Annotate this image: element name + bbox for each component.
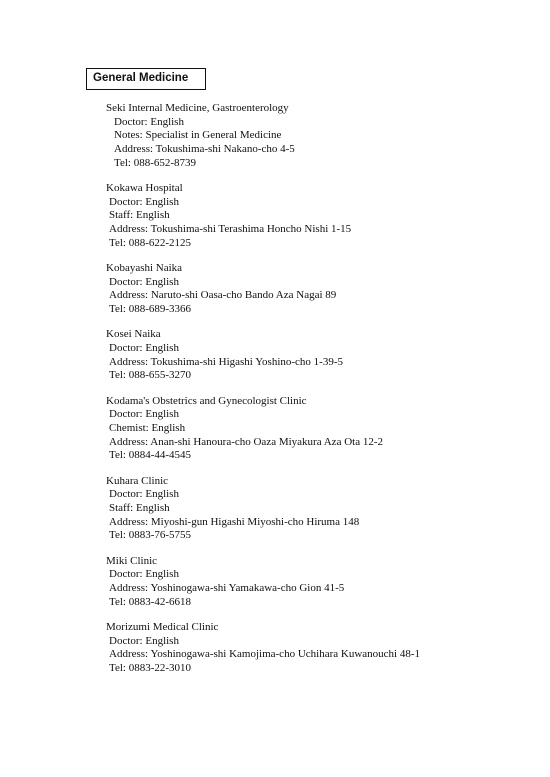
clinic-detail: Address: Miyoshi-gun Higashi Miyoshi-cho Hiruma 148 (109, 515, 360, 528)
clinic-detail: Doctor: English (109, 342, 179, 355)
list-item (106, 102, 526, 171)
clinic-detail: Address: Yoshinogawa-shi Kamojima-cho Uchihara Kuwanouchi 48-1 (109, 648, 420, 661)
clinic-name: Miki Clinic (106, 554, 158, 567)
clinic-detail: Tel: 0883-22-3010 (109, 662, 192, 675)
clinic-detail: Tel: 088-622-2125 (109, 236, 192, 249)
clinic-detail: Doctor: English (109, 634, 179, 647)
clinic-detail: Tel: 088-652-8739 (114, 156, 197, 169)
clinic-name: Seki Internal Medicine, Gastroenterology (106, 102, 289, 114)
clinic-name: Kokawa Hospital (106, 182, 183, 195)
section-title: General Medicine (86, 68, 206, 90)
clinic-detail: Notes: Specialist in General Medicine (114, 129, 282, 142)
clinic-detail: Doctor: English (114, 115, 184, 128)
clinic-detail: Address: Tokushima-shi Higashi Yoshino-cho 1-39-5 (109, 355, 343, 368)
clinic-name: Kodama's Obstetrics and Gynecologist Clinic (106, 394, 307, 407)
clinic-detail: Staff: English (109, 502, 170, 515)
list-item (106, 475, 526, 544)
clinic-detail: Tel: 0883-76-5755 (109, 529, 192, 542)
list-item (106, 621, 526, 676)
clinic-name: Kosei Naika (106, 328, 161, 341)
list-item (106, 555, 526, 610)
clinic-detail: Doctor: English (109, 488, 179, 501)
clinic-name: Morizumi Medical Clinic (106, 621, 219, 633)
clinic-detail: Doctor: English (109, 275, 179, 288)
clinic-detail: Chemist: English (109, 422, 186, 435)
clinic-detail: Address: Yoshinogawa-shi Yamakawa-cho Gion 41-5 (109, 582, 345, 595)
clinic-detail: Tel: 088-655-3270 (109, 369, 192, 382)
clinic-detail: Tel: 0883-42-6618 (109, 595, 192, 608)
list-item (106, 395, 526, 464)
clinic-name: Kuhara Clinic (106, 474, 169, 487)
clinic-list (106, 102, 526, 687)
clinic-detail: Doctor: English (109, 408, 179, 421)
clinic-detail: Doctor: English (109, 195, 179, 208)
clinic-detail: Address: Naruto-shi Oasa-cho Bando Aza Nagai 89 (109, 289, 337, 302)
clinic-detail: Address: Tokushima-shi Terashima Honcho Nishi 1-15 (109, 223, 352, 236)
list-item (106, 182, 526, 251)
clinic-detail: Address: Anan-shi Hanoura-cho Oaza Miyakura Aza Ota 12-2 (109, 435, 383, 448)
list-item (106, 328, 526, 383)
clinic-detail: Tel: 0884-44-4545 (109, 449, 192, 462)
list-item (106, 262, 526, 317)
clinic-detail: Tel: 088-689-3366 (109, 303, 192, 316)
clinic-detail: Staff: English (109, 209, 170, 222)
clinic-detail: Doctor: English (109, 568, 179, 581)
clinic-name: Kobayashi Naika (106, 262, 183, 275)
clinic-detail: Address: Tokushima-shi Nakano-cho 4-5 (114, 143, 295, 156)
